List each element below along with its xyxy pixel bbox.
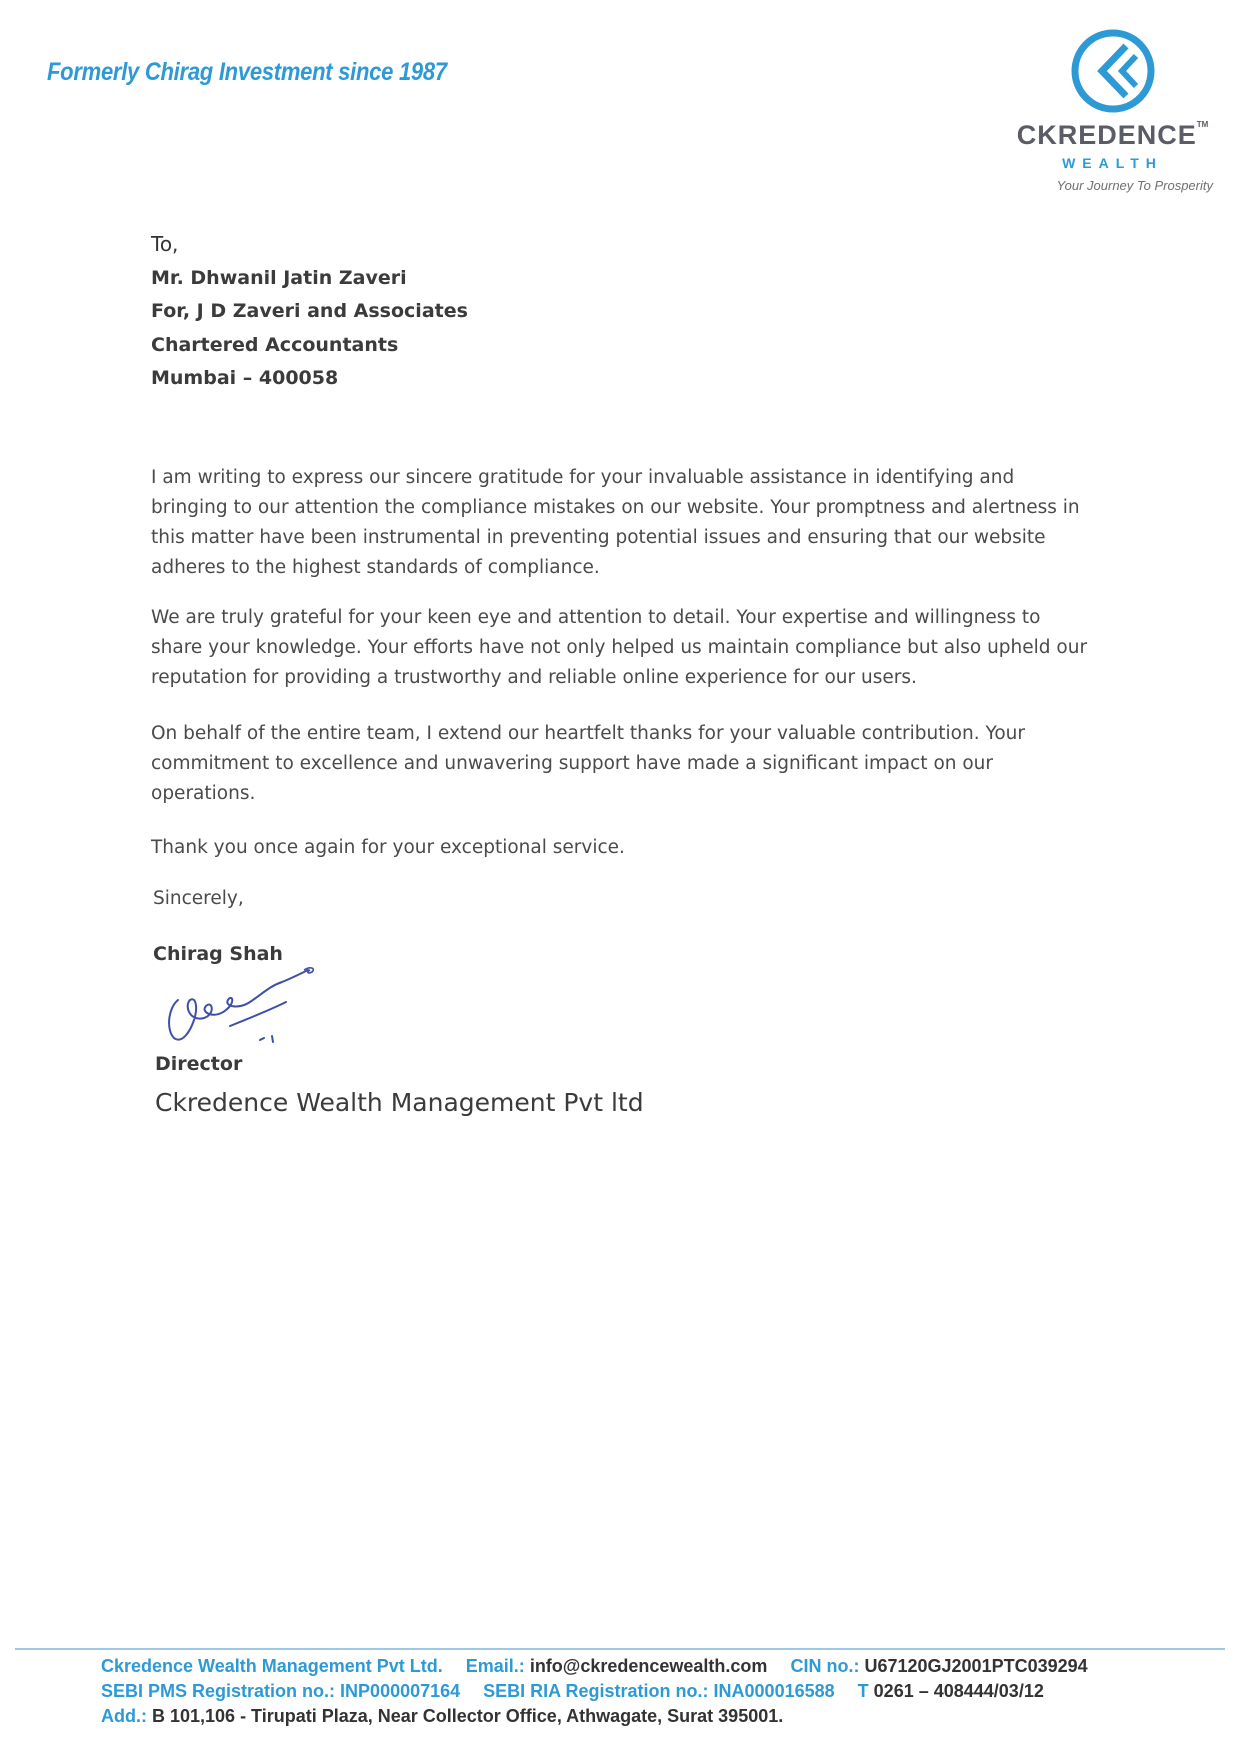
recipient-profession: Chartered Accountants <box>151 333 399 356</box>
footer-email[interactable]: info@ckredencewealth.com <box>529 1656 768 1676</box>
recipient-city: Mumbai – 400058 <box>151 367 339 389</box>
footer-cin-label: CIN no.: <box>790 1656 860 1676</box>
footer-divider <box>15 1648 1225 1650</box>
logo-subtitle: WEALTH <box>1062 155 1163 171</box>
signer-company: Ckredence Wealth Management Pvt ltd <box>155 1088 644 1117</box>
footer-address-label: Add.: <box>101 1706 147 1726</box>
footer-company: Ckredence Wealth Management Pvt Ltd. <box>101 1656 443 1676</box>
body-paragraph-1: I am writing to express our sincere gratitude for your invaluable assistance in identifying and bringing to our attention the compliance mistakes on our website. Your promptness and alertness in this matter have been instrumental in preventing potential issues and ensuring that our website adheres to the highest standards of compliance. <box>151 467 1080 578</box>
footer-pms-label: SEBI PMS Registration no.: <box>101 1681 336 1701</box>
recipient-name: Mr. Dhwanil Jatin Zaveri <box>151 266 407 289</box>
footer-pms: INP000007164 <box>340 1681 461 1701</box>
footer-row-2 <box>101 1679 1231 1704</box>
body-paragraph-4: Thank you once again for your exceptional service. <box>151 837 625 858</box>
letterhead-footer <box>101 1654 1231 1729</box>
recipient-block <box>151 228 1091 396</box>
footer-phone-label: T <box>857 1681 869 1701</box>
body-paragraph-3: On behalf of the entire team, I extend our heartfelt thanks for your valuable contribution. Your commitment to excellence and unwavering support have made a significant impact on our operations. <box>151 723 1025 804</box>
recipient-firm: For, J D Zaveri and Associates <box>151 300 468 322</box>
signer-name: Chirag Shah <box>153 943 283 965</box>
footer-ria: INA000016588 <box>713 1681 835 1701</box>
signer-title: Director <box>155 1053 243 1075</box>
logo-wordmark: CKREDENCE™ <box>1016 120 1209 150</box>
footer-row-1 <box>101 1654 1231 1679</box>
handwritten-signature <box>160 960 320 1055</box>
footer-row-3 <box>101 1704 1231 1729</box>
footer-email-label: Email.: <box>465 1656 525 1676</box>
company-logo <box>1015 28 1220 198</box>
closing: Sincerely, <box>153 888 244 909</box>
salutation: To, <box>151 232 179 256</box>
footer-address: B 101,106 - Tirupati Plaza, Near Collector Office, Athwagate, Surat 395001. <box>152 1706 784 1726</box>
footer-ria-label: SEBI RIA Registration no.: <box>483 1681 709 1701</box>
footer-cin: U67120GJ2001PTC039294 <box>864 1656 1088 1676</box>
tagline: Formerly Chirag Investment since 1987 <box>47 58 447 86</box>
ckredence-logo-icon <box>1070 28 1156 114</box>
footer-phone: 0261 – 408444/03/12 <box>873 1681 1044 1701</box>
logo-slogan: Your Journey To Prosperity <box>1056 178 1213 193</box>
body-paragraph-2: We are truly grateful for your keen eye and attention to detail. Your expertise and willingness to share your knowledge. Your efforts have not only helped us maintain compliance but also upheld our reputation for providing a trustworthy and reliable online experience for our users. <box>151 607 1088 688</box>
